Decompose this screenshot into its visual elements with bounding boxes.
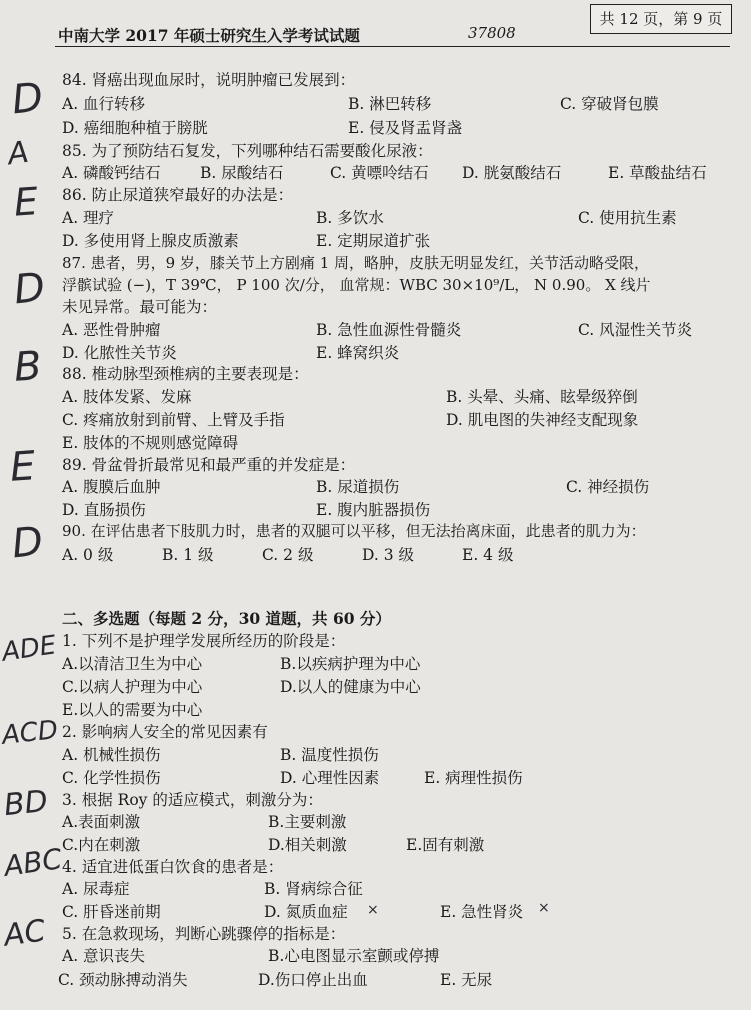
q90-option-d: D. 3 级: [362, 546, 415, 564]
m5-option-a: A. 意识丧失: [62, 947, 146, 965]
q90-option-a: A. 0 级: [62, 546, 114, 564]
handwritten-answer-84: D: [9, 74, 46, 124]
m1-option-e: E.以人的需要为中心: [62, 701, 203, 719]
q84-option-c: C. 穿破肾包膜: [560, 95, 659, 113]
m2-option-a: A. 机械性损伤: [62, 746, 161, 764]
m5-option-b: B.心电图显示室颤或停搏: [268, 947, 440, 965]
q88-option-c: C. 疼痛放射到前臂、上臂及手指: [62, 411, 285, 429]
m4-option-c: C. 肝昏迷前期: [62, 903, 161, 921]
q87-option-c: C. 风湿性关节炎: [578, 321, 693, 339]
q84-option-b: B. 淋巴转移: [348, 95, 432, 113]
handwritten-answer-87: D: [11, 264, 48, 314]
question-84-stem: 84. 肾癌出现血尿时，说明肿瘤已发展到：: [62, 71, 356, 89]
q87-option-d: D. 化脓性关节炎: [62, 344, 177, 362]
mc-question-5-stem: 5. 在急救现场，判断心跳骤停的指标是：: [62, 925, 346, 943]
question-86-stem: 86. 防止尿道狭窄最好的办法是：: [62, 186, 294, 204]
q88-option-a: A. 肢体发紧、发麻: [62, 388, 192, 406]
q89-option-b: B. 尿道损伤: [316, 478, 400, 496]
q85-option-a: A. 磷酸钙结石: [62, 164, 161, 182]
handwritten-answer-90: D: [9, 518, 46, 568]
q87-option-b: B. 急性血源性骨髓炎: [316, 321, 462, 339]
question-90-stem: 90. 在评估患者下肢肌力时，患者的双腿可以平移，但无法抬离床面，此患者的肌力为：: [62, 522, 646, 540]
m2-option-d: D. 心理性因素: [280, 769, 380, 787]
m3-option-e: E.固有刺激: [406, 836, 485, 854]
m3-option-c: C.内在刺激: [62, 836, 141, 854]
q90-option-c: C. 2 级: [262, 546, 314, 564]
handwritten-answer-85: A: [5, 134, 31, 173]
m4-option-a: A. 尿毒症: [62, 880, 130, 898]
q86-option-e: E. 定期尿道扩张: [316, 232, 431, 250]
q86-option-c: C. 使用抗生素: [578, 209, 677, 227]
page-header: [58, 20, 668, 46]
q84-option-d: D. 癌细胞种植于膀胱: [62, 119, 208, 137]
q89-option-a: A. 腹膜后血肿: [62, 478, 161, 496]
m5-option-c: C. 颈动脉搏动消失: [58, 971, 188, 989]
q84-option-a: A. 血行转移: [62, 95, 146, 113]
m4-mark-e: ×: [538, 900, 550, 916]
question-87-stem-line2: 浮髌试验 (−)，T 39℃， P 100 次/分， 血常规：WBC 30×10⁹/L， N 0.90。 X 线片: [62, 276, 651, 294]
q89-option-c: C. 神经损伤: [566, 478, 650, 496]
q87-option-a: A. 恶性骨肿瘤: [62, 321, 161, 339]
q89-option-d: D. 直肠损伤: [62, 501, 146, 519]
handwritten-answer-89: E: [8, 443, 37, 491]
handwritten-answer-m1: ADE: [0, 630, 59, 668]
m4-option-d: D. 氮质血症: [264, 903, 348, 921]
question-88-stem: 88. 椎动脉型颈椎病的主要表现是：: [62, 365, 309, 383]
m2-option-e: E. 病理性损伤: [424, 769, 523, 787]
question-87-stem-line3: 未见异常。最可能为：: [62, 298, 218, 316]
mc-question-1-stem: 1. 下列不是护理学发展所经历的阶段是：: [62, 632, 346, 650]
q88-option-e: E. 肢体的不规则感觉障碍: [62, 434, 239, 452]
m4-mark-d: ×: [367, 902, 379, 918]
q85-option-c: C. 黄嘌呤结石: [330, 164, 429, 182]
m1-option-c: C.以病人护理为中心: [62, 678, 203, 696]
q90-option-e: E. 4 级: [462, 546, 514, 564]
m3-option-d: D.相关刺激: [268, 836, 347, 854]
page-number-box: 共 12 页，第 9 页: [590, 4, 732, 34]
q89-option-e: E. 腹内脏器损伤: [316, 501, 431, 519]
handwritten-answer-m3: BD: [2, 783, 50, 824]
mc-question-3-stem: 3. 根据 Roy 的适应模式，刺激分为：: [62, 791, 323, 809]
exam-title: 中南大学 2017 年硕士研究生入学考试试题: [58, 26, 360, 45]
q86-option-a: A. 理疗: [62, 209, 115, 227]
question-87-stem-line1: 87. 患者，男，9 岁，膝关节上方剧痛 1 周，略肿，皮肤无明显发红，关节活动略受限，: [62, 254, 650, 272]
header-rule: [55, 46, 730, 47]
m5-option-e: E. 无尿: [440, 971, 493, 989]
m4-option-b: B. 肾病综合征: [264, 880, 363, 898]
question-85-stem: 85. 为了预防结石复发，下列哪种结石需要酸化尿液：: [62, 142, 433, 160]
handwritten-answer-m2: ACD: [0, 715, 60, 751]
handwritten-answer-86: E: [12, 179, 40, 225]
m1-option-b: B.以疾病护理为中心: [280, 655, 421, 673]
m1-option-a: A.以清洁卫生为中心: [62, 655, 203, 673]
m3-option-a: A.表面刺激: [62, 813, 141, 831]
q86-option-b: B. 多饮水: [316, 209, 384, 227]
q87-option-e: E. 蜂窝织炎: [316, 344, 400, 362]
handwritten-answer-88: B: [12, 343, 44, 391]
handwritten-answer-m4: ABC: [1, 842, 64, 883]
exam-code: 37808: [468, 24, 516, 42]
m5-option-d: D.伤口停止出血: [258, 971, 368, 989]
q86-option-d: D. 多使用肾上腺皮质激素: [62, 232, 239, 250]
q85-option-d: D. 胱氨酸结石: [462, 164, 562, 182]
m4-option-e: E. 急性肾炎: [440, 903, 524, 921]
question-89-stem: 89. 骨盆骨折最常见和最严重的并发症是：: [62, 456, 356, 474]
q88-option-b: B. 头晕、头痛、眩晕级猝倒: [446, 388, 638, 406]
section-2-title: 二、多选题（每题 2 分，30 道题，共 60 分）: [62, 609, 391, 628]
q85-option-b: B. 尿酸结石: [200, 164, 284, 182]
q88-option-d: D. 肌电图的失神经支配现象: [446, 411, 639, 429]
m3-option-b: B.主要刺激: [268, 813, 347, 831]
q90-option-b: B. 1 级: [162, 546, 214, 564]
m1-option-d: D.以人的健康为中心: [280, 678, 421, 696]
handwritten-answer-m5: AC: [1, 913, 48, 954]
m2-option-c: C. 化学性损伤: [62, 769, 161, 787]
mc-question-4-stem: 4. 适宜进低蛋白饮食的患者是：: [62, 858, 284, 876]
m2-option-b: B. 温度性损伤: [280, 746, 379, 764]
mc-question-2-stem: 2. 影响病人安全的常见因素有: [62, 723, 268, 741]
q85-option-e: E. 草酸盐结石: [608, 164, 707, 182]
q84-option-e: E. 侵及肾盂肾盏: [348, 119, 463, 137]
